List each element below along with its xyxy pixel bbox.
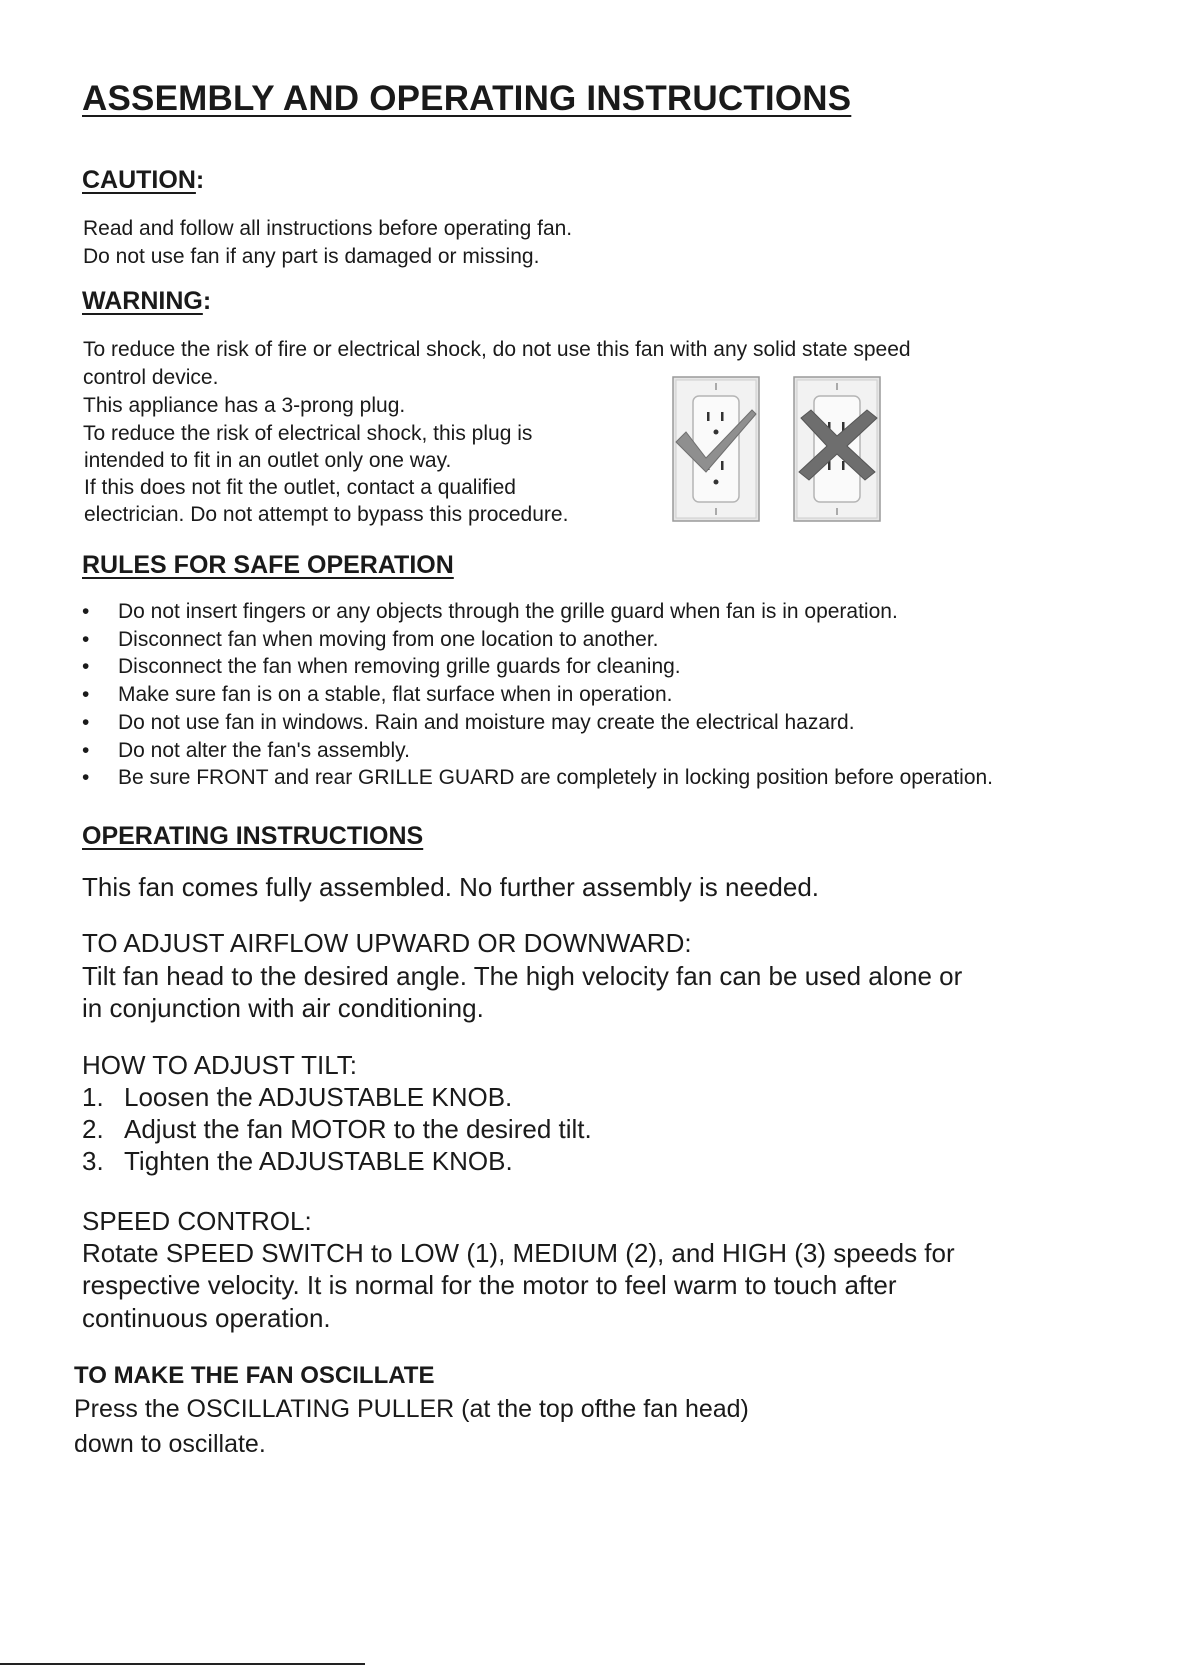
airflow-line-1: Tilt fan head to the desired angle. The high velocity fan can be used alone or (82, 961, 963, 991)
warning-line-4: To reduce the risk of electrical shock, this plug is (83, 422, 533, 445)
operating-heading-label: OPERATING INSTRUCTIONS (82, 822, 424, 850)
list-item (82, 737, 993, 765)
rule-text: Disconnect fan when moving from one location to another. (118, 627, 659, 651)
speed-line-1: Rotate SPEED SWITCH to LOW (1), MEDIUM (2), and HIGH (3) speeds for (82, 1238, 955, 1268)
rule-text: Disconnect the fan when removing grille guards for cleaning. (118, 655, 681, 679)
rules-list (82, 598, 993, 792)
list-item (82, 681, 993, 709)
tilt-title: HOW TO ADJUST TILT: (82, 1050, 357, 1080)
caution-line-2: Do not use fan if any part is damaged or missing. (83, 245, 540, 268)
warning-line-2: control device. (83, 366, 219, 389)
caution-line-1: Read and follow all instructions before operating fan. (83, 217, 573, 240)
speed-line-3: continuous operation. (82, 1303, 331, 1333)
caution-colon: : (195, 166, 205, 194)
rule-text: Do not alter the fan's assembly. (118, 738, 410, 762)
warning-line-1: To reduce the risk of fire or electrical shock, do not use this fan with any solid state speed (83, 338, 911, 361)
tilt-step-3-number: 3. (82, 1146, 104, 1176)
warning-heading-label: WARNING (82, 287, 203, 315)
caution-heading-label: CAUTION (82, 166, 196, 194)
outlet-incorrect-x-icon (793, 376, 881, 522)
list-item (82, 709, 993, 737)
list-item (82, 764, 993, 792)
warning-line-5: intended to fit in an outlet only one way. (84, 449, 452, 472)
tilt-step-2-number: 2. (82, 1114, 104, 1144)
footer-rule (0, 1663, 365, 1665)
list-item (82, 626, 993, 654)
oscillate-heading: TO MAKE THE FAN OSCILLATE (74, 1362, 435, 1389)
bullet: • (82, 655, 90, 679)
page-title: ASSEMBLY AND OPERATING INSTRUCTIONS (82, 79, 852, 118)
speed-title: SPEED CONTROL: (82, 1206, 312, 1236)
warning-heading (82, 287, 211, 316)
bullet: • (82, 710, 90, 734)
warning-colon: : (202, 287, 212, 315)
list-item (82, 598, 993, 626)
oscillate-line-1: Press the OSCILLATING PULLER (at the top ofthe fan head) (74, 1395, 749, 1423)
bullet: • (82, 600, 90, 623)
tilt-step-1-number: 1. (82, 1082, 104, 1112)
bullet: • (82, 627, 90, 651)
warning-line-3: This appliance has a 3-prong plug. (83, 394, 406, 417)
rule-text: Make sure fan is on a stable, flat surface when in operation. (118, 683, 673, 707)
rule-text: Do not insert fingers or any objects through the grille guard when fan is in operation. (118, 600, 898, 623)
rules-heading-label: RULES FOR SAFE OPERATION (82, 551, 454, 579)
rules-heading (82, 551, 454, 580)
warning-line-7: electrician. Do not attempt to bypass this procedure. (84, 503, 569, 526)
rule-text: Do not use fan in windows. Rain and moisture may create the electrical hazard. (118, 710, 855, 734)
list-item (82, 653, 993, 681)
tilt-step-3: Tighten the ADJUSTABLE KNOB. (124, 1146, 513, 1176)
operating-intro: This fan comes fully assembled. No further assembly is needed. (82, 872, 820, 902)
warning-line-6: If this does not fit the outlet, contact a qualified (84, 476, 516, 499)
rule-text: Be sure FRONT and rear GRILLE GUARD are completely in locking position before operation. (118, 766, 994, 790)
tilt-step-1: Loosen the ADJUSTABLE KNOB. (124, 1082, 513, 1112)
bullet: • (82, 738, 90, 762)
airflow-title: TO ADJUST AIRFLOW UPWARD OR DOWNWARD: (82, 928, 692, 958)
speed-line-2: respective velocity. It is normal for the motor to feel warm to touch after (82, 1270, 897, 1300)
oscillate-line-2: down to oscillate. (74, 1430, 266, 1458)
bullet: • (82, 683, 90, 707)
caution-heading (82, 166, 204, 195)
outlet-correct-checkmark-icon (672, 376, 760, 522)
operating-heading (82, 822, 423, 851)
airflow-line-2: in conjunction with air conditioning. (82, 993, 484, 1023)
tilt-step-2: Adjust the fan MOTOR to the desired tilt. (124, 1114, 592, 1144)
bullet: • (82, 766, 90, 790)
